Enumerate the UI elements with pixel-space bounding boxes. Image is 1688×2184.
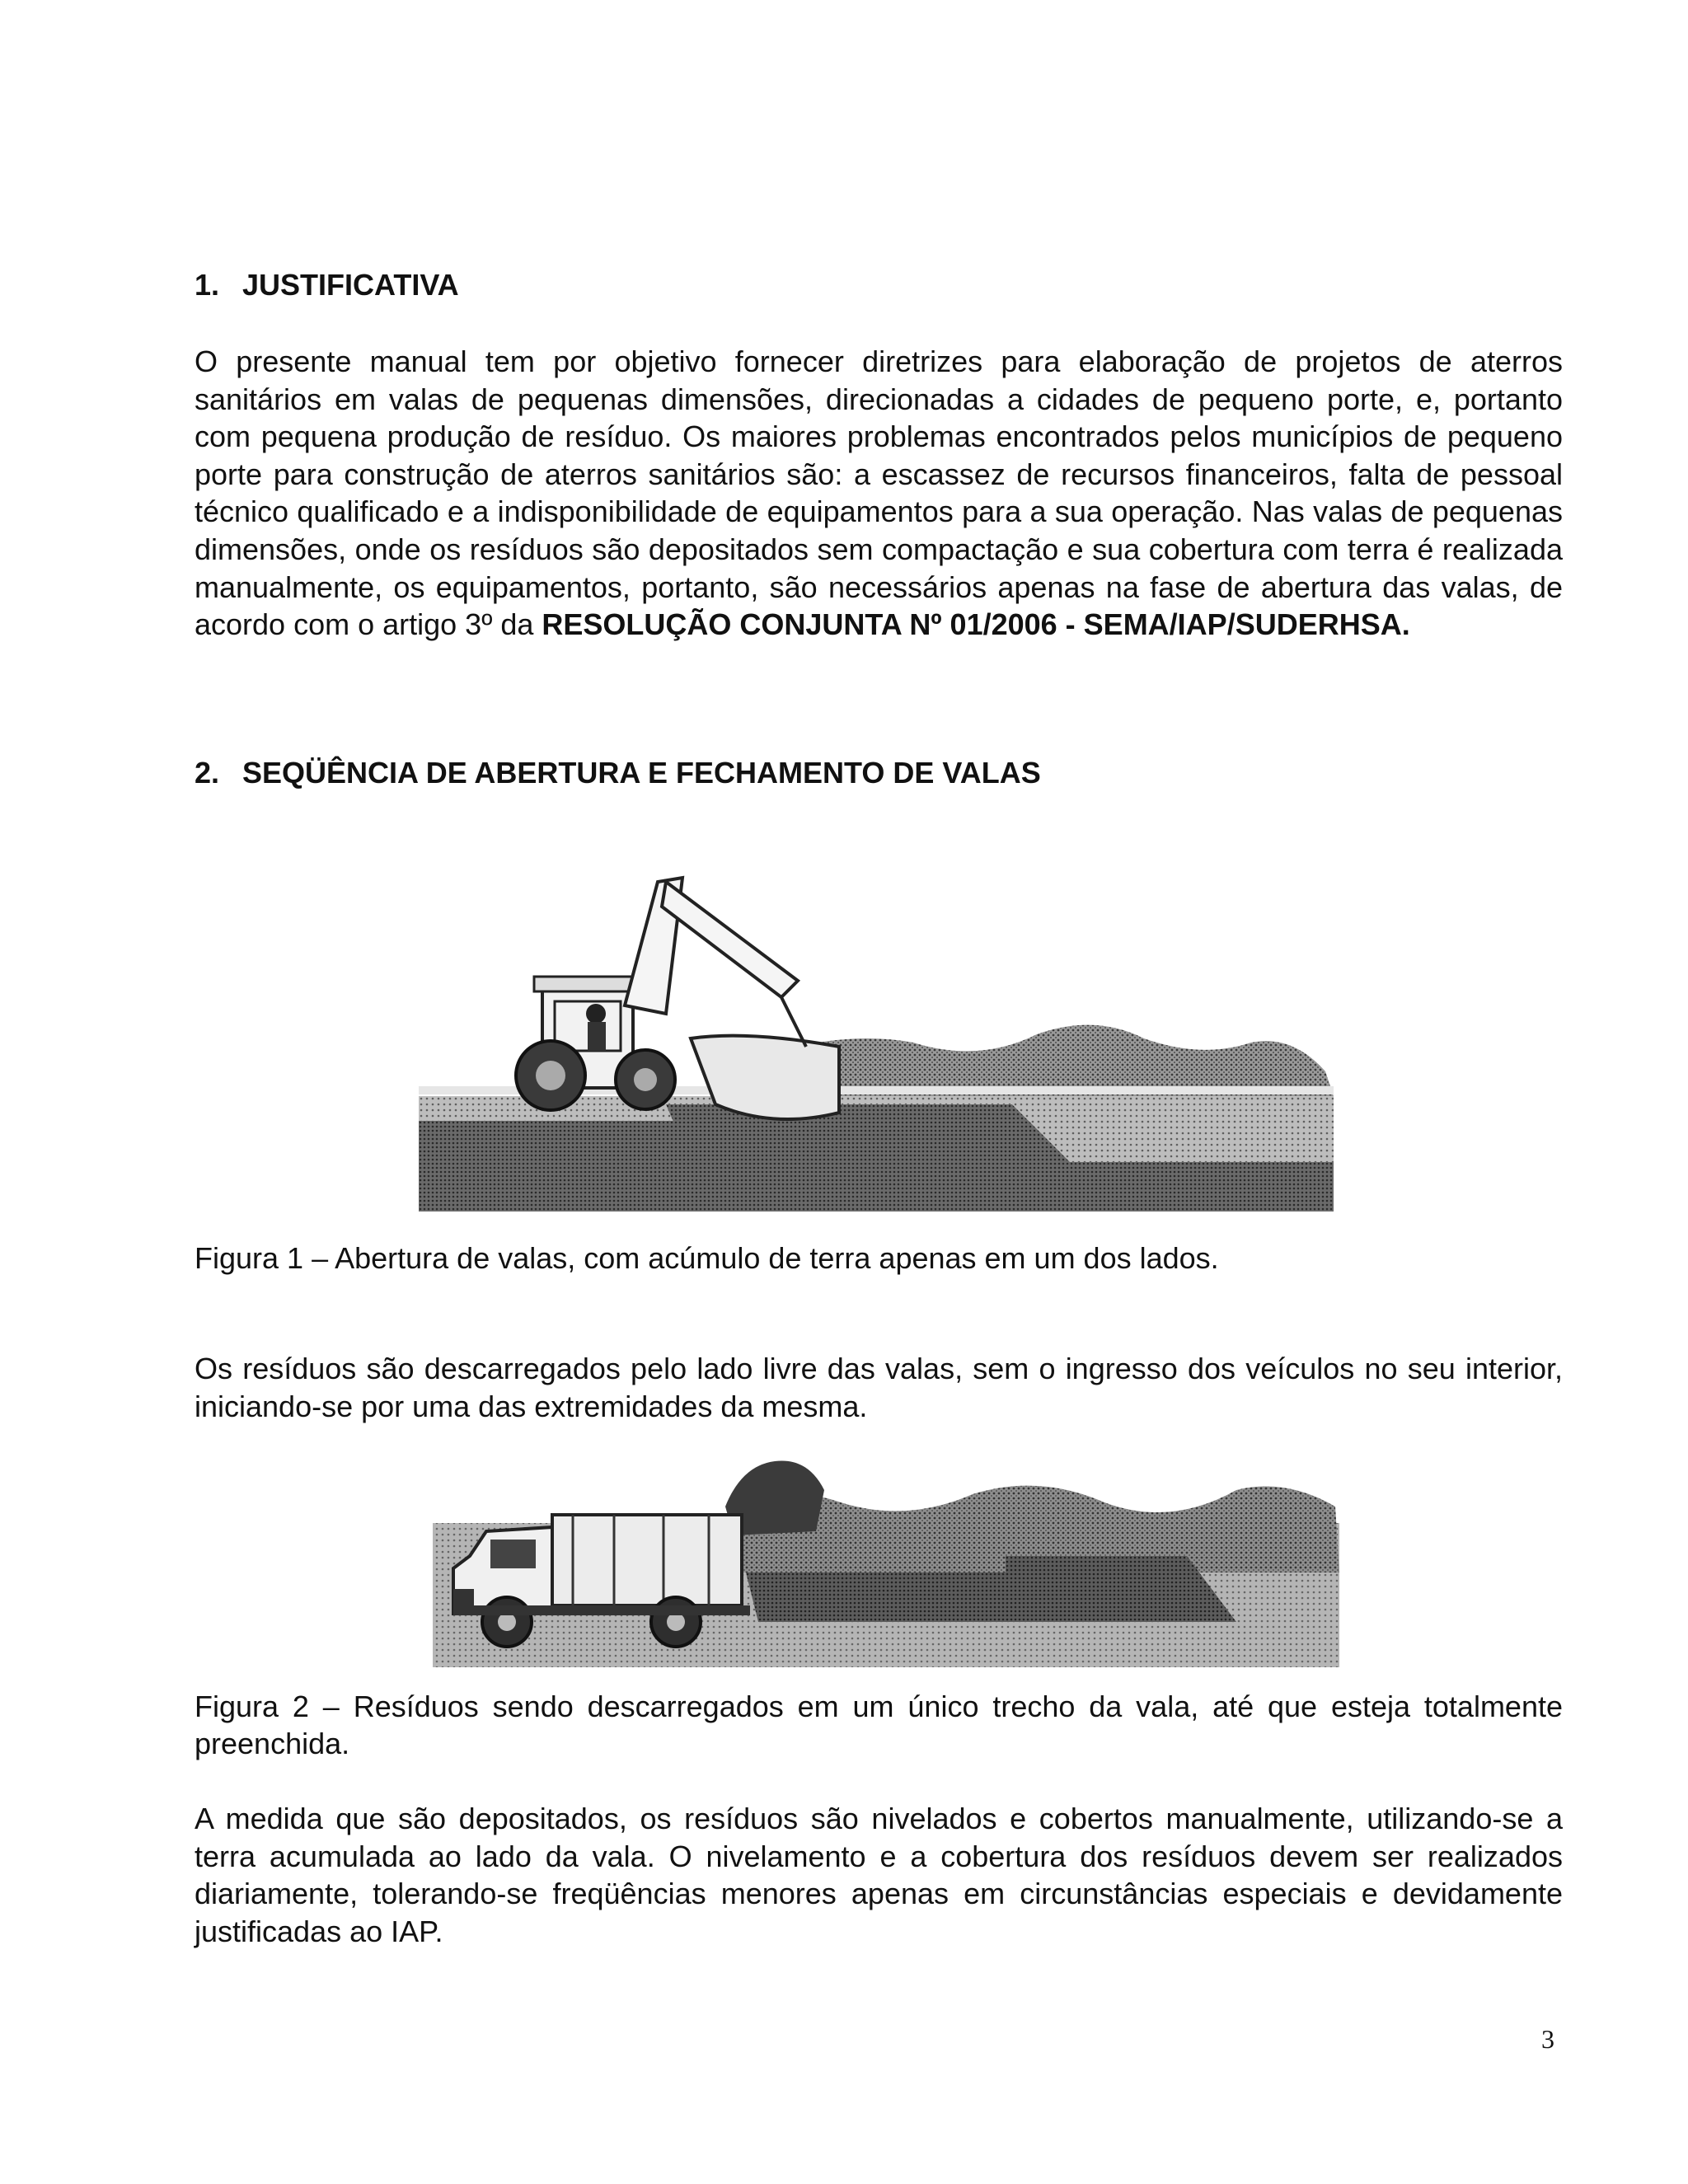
section-1-number: 1. <box>195 268 220 302</box>
section-1-paragraph <box>195 343 1563 644</box>
section-1-heading <box>195 267 1563 303</box>
section-1-paragraph-text: O presente manual tem por objetivo fornecer diretrizes para elaboração de projetos de aterros sanitários em valas de pequenas dimensões, direcionadas a cidades de pequeno porte, e, portanto com pequena produção de resíduo. Os maiores problemas encontrados pelos municípios de pequeno porte para construção de aterros sanitários são: a escassez de recursos financeiros, falta de pessoal técnico qualificado e a indisponibilidade de equipamentos para a sua operação. Nas valas de pequenas dimensões, onde os resíduos são depositados sem compactação e sua cobertura com terra é realizada manualmente, os equipamentos, portanto, são necessários apenas na fase de abertura das valas, de acordo com o artigo 3º da <box>195 344 1563 642</box>
paragraph-3: A medida que são depositados, os resíduos são nivelados e cobertos manualmente, utilizando-se a terra acumulada ao lado da vala. O nivelamento e a cobertura dos resíduos devem ser realizados diariamente, tolerando-se freqüências menores apenas em circunstâncias especiais e devidamente justificadas ao IAP. <box>195 1802 1563 1948</box>
figure-1-caption: Figura 1 – Abertura de valas, com acúmulo de terra apenas em um dos lados. <box>195 1241 1219 1275</box>
section-2-number: 2. <box>195 756 220 790</box>
resolution-reference: RESOLUÇÃO CONJUNTA Nº 01/2006 - SEMA/IAP/SUDERHSA. <box>542 607 1410 642</box>
page-number: 3 <box>1541 2024 1554 2054</box>
figure-2-illustration <box>429 1457 1343 1671</box>
figure-2-caption: Figura 2 – Resíduos sendo descarregados em um único trecho da vala, até que esteja totalmente preenchida. <box>195 1690 1563 1760</box>
section-2-title: SEQÜÊNCIA DE ABERTURA E FECHAMENTO DE VALAS <box>242 756 1041 790</box>
section-1-title: JUSTIFICATIVA <box>242 268 459 302</box>
truck-unloading-image <box>429 1457 1343 1671</box>
figure-1-illustration <box>419 865 1350 1220</box>
paragraph-2: Os resíduos são descarregados pelo lado livre das valas, sem o ingresso dos veículos no seu interior, iniciando-se por uma das extremidades da mesma. <box>195 1352 1563 1423</box>
section-2-heading <box>195 755 1563 791</box>
backhoe-trench-image <box>419 865 1350 1220</box>
